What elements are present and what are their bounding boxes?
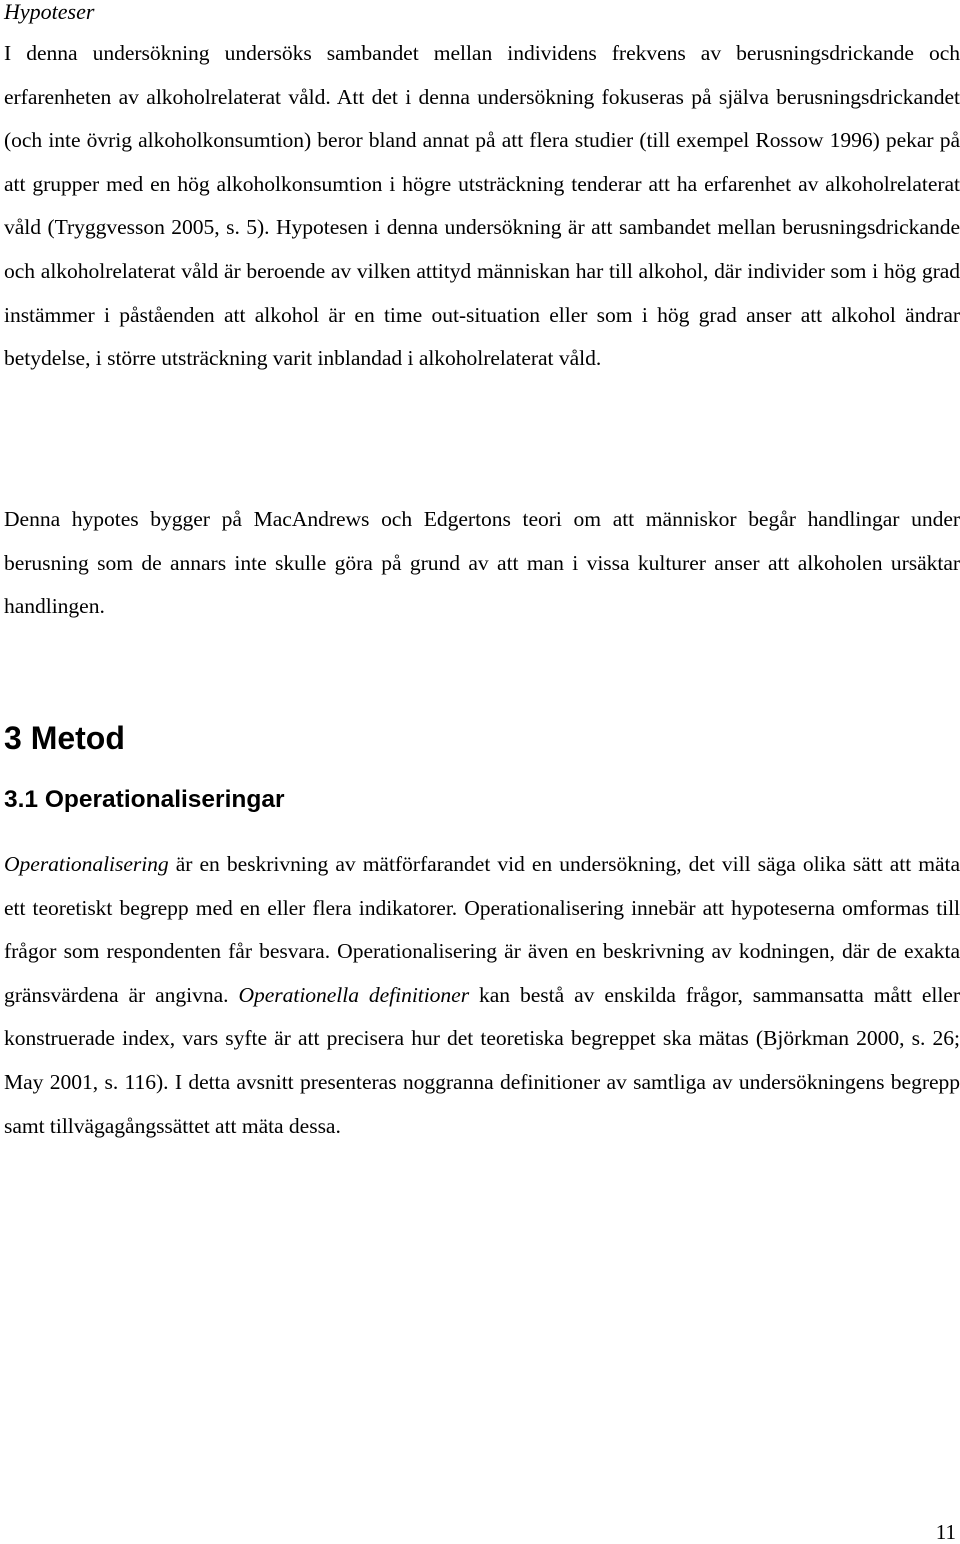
section-heading-operationaliseringar: 3.1 Operationaliseringar <box>4 786 285 813</box>
paragraph-text-part1: är en beskrivning av mätförfarandet vid en undersökning, det vill säga olika sätt att mäta ett teoretiskt begrepp med en eller flera indikatorer. Operationalisering innebär att hypoteserna omformas till frågor som respondenten får besvara. Operationalisering är även en beskrivning av kodningen, där de exakta gränsvärdena är angivna. <box>4 852 960 1007</box>
term-operationalisering: Operationalisering <box>4 852 169 876</box>
term-operationella-definitioner: Operationella definitioner <box>238 982 470 1007</box>
paragraph-theory: Denna hypotes bygger på MacAndrews och Edgertons teori om att människor begår handlingar under berusning som de annars inte skulle göra på grund av att man i vissa kulturer anser att alkoholen ursäktar handlingen. <box>4 507 960 619</box>
paragraph-text-part2: kan bestå av enskilda frågor, sammansatta mått eller konstruerade index, vars syfte är att precisera hur det teoretiska begreppet ska mätas (Björkman 2000, s. 26; May 2001, s. 116). I detta avsnitt presenteras noggranna definitioner av samtliga av undersökningens begrepp samt tillvägagångssättet att mäta dessa. <box>4 982 960 1138</box>
paragraph-operationalisering <box>4 843 960 1148</box>
paragraph-hypothesis: I denna undersökning undersöks sambandet mellan individens frekvens av berusningsdrickande och erfarenheten av alkoholrelaterat våld. Att det i denna undersökning fokuseras på själva berusningsdrickandet (och inte övrig alkoholkonsumtion) beror bland annat på att flera studier (till exempel Rossow 1996) pekar på att grupper med en hög alkoholkonsumtion i högre utsträckning tenderar att ha erfarenhet av alkoholrelaterat våld (Tryggvesson 2005, s. 5). Hypotesen i denna undersökning är att sambandet mellan berusningsdrickande och alkoholrelaterat våld är beroende av vilken attityd människan har till alkohol, där individer som i hög grad instämmer i påståenden att alkohol är en time out-situation eller som i hög grad anser att alkohol ändrar betydelse, i större utsträckning varit inblandad i alkoholrelaterat våld. <box>4 41 960 371</box>
page-number: 11 <box>935 1520 956 1544</box>
section-heading-hypoteser: Hypoteser <box>4 0 95 24</box>
chapter-heading-metod: 3 Metod <box>4 720 125 756</box>
